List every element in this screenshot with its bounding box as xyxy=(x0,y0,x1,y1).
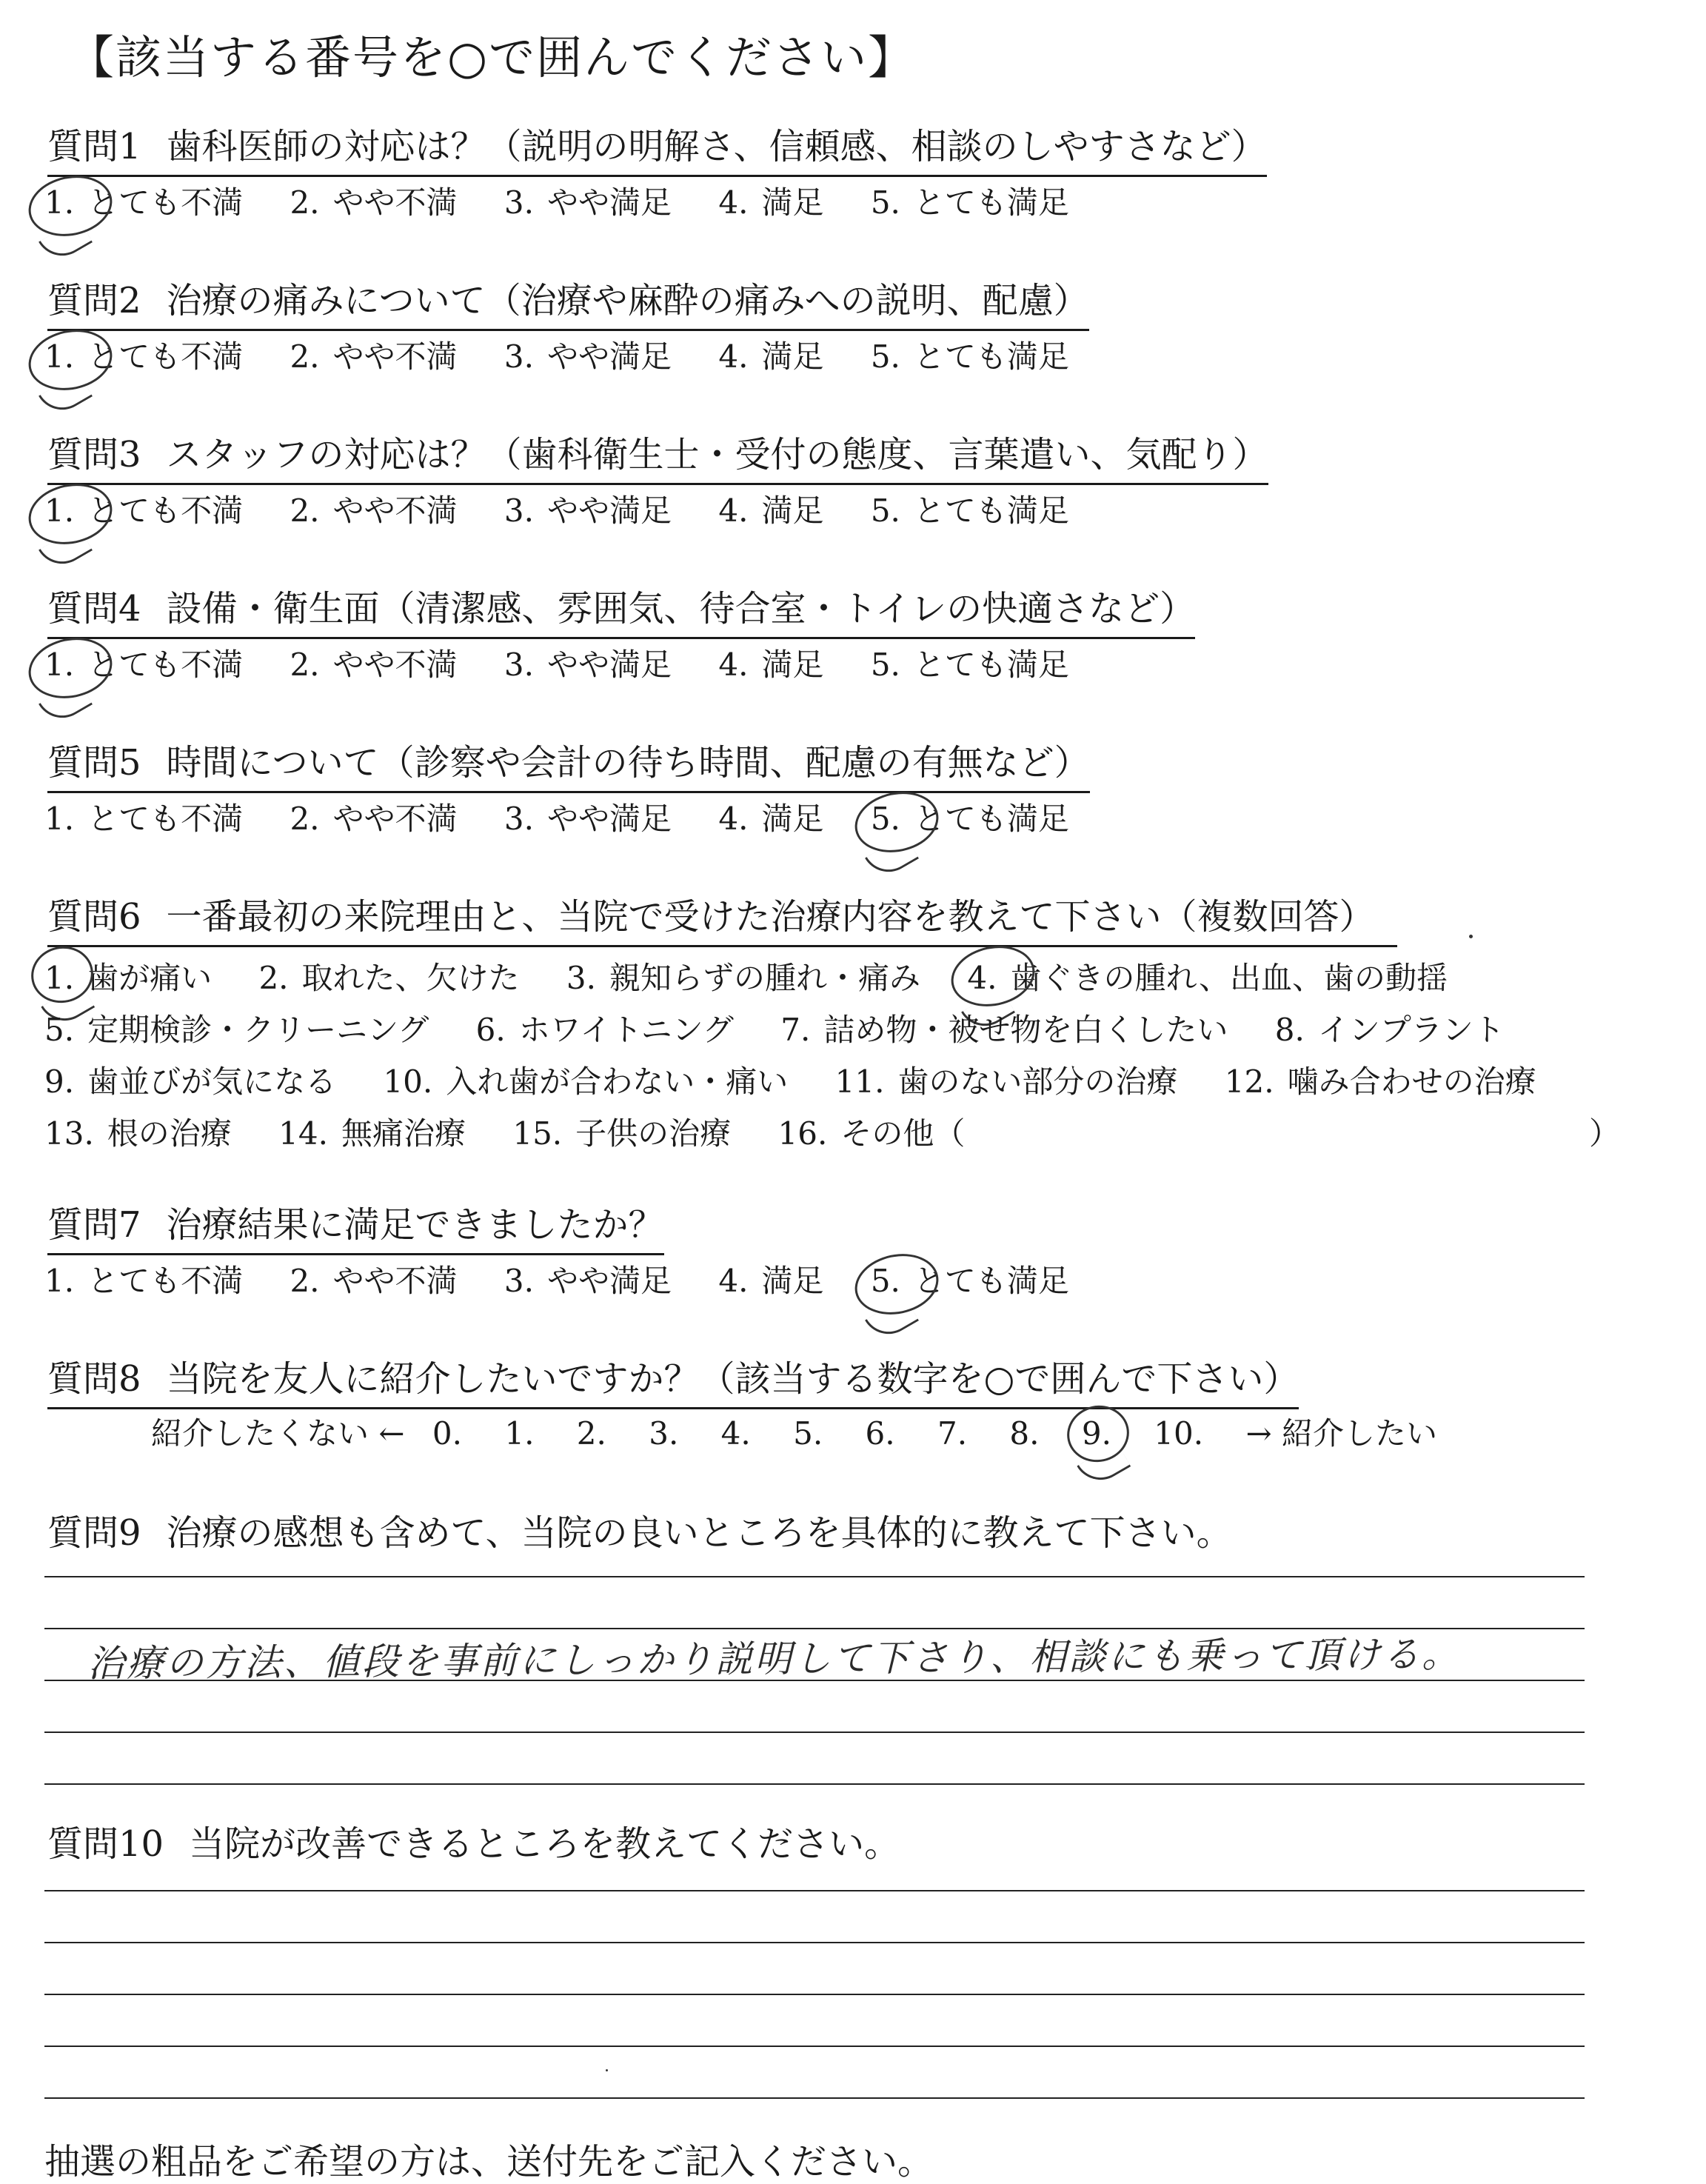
question-title xyxy=(47,124,1267,177)
answer-line xyxy=(44,1783,1585,1785)
rating-option-5[interactable]: 5. とても満足 xyxy=(870,338,1069,375)
rating-options xyxy=(44,336,1106,378)
rating-option-5[interactable]: 5. とても満足 xyxy=(871,798,1069,840)
rating-option-5[interactable]: 5. とても満足 xyxy=(871,1260,1069,1302)
question-number: 質問1 xyxy=(47,126,141,167)
question-number: 質問4 xyxy=(47,588,141,630)
question-title xyxy=(47,1203,664,1255)
question-title xyxy=(47,433,1268,485)
rating-option-5[interactable]: 5. とても満足 xyxy=(870,647,1069,683)
question-text: 設備・衛生面（清潔感、雰囲気、待合室・トイレの快適さなど） xyxy=(166,588,1196,630)
scale-value-3[interactable]: 3. xyxy=(649,1415,679,1452)
scale-value-7[interactable]: 7. xyxy=(937,1415,968,1452)
rating-option-3[interactable]: 3. やや満足 xyxy=(504,647,672,683)
rating-option-1[interactable]: 1. とても不満 xyxy=(44,182,243,224)
circle-mark-icon xyxy=(23,630,118,706)
question-title xyxy=(47,895,1397,947)
question-title xyxy=(47,1357,1299,1409)
scale-value-8[interactable]: 8. xyxy=(1009,1415,1040,1452)
scale-value-label: 9. xyxy=(1081,1415,1111,1452)
question-text: 治療の感想も含めて、当院の良いところを具体的に教えて下さい。 xyxy=(166,1512,1232,1554)
question-number: 質問7 xyxy=(47,1204,141,1246)
rating-option-1[interactable]: 1. とても不満 xyxy=(44,1263,244,1299)
circle-mark-icon xyxy=(23,168,118,244)
rating-option-2[interactable]: 2. やや不満 xyxy=(290,492,458,529)
question-number: 質問5 xyxy=(47,742,141,784)
scale-right-label: → 紹介したい xyxy=(1245,1415,1437,1452)
reason-option-9[interactable]: 9. 歯並びが気になる xyxy=(44,1063,337,1100)
circle-mark-icon xyxy=(1062,1400,1134,1468)
reason-option-12[interactable]: 12. 噛み合わせの治療 xyxy=(1224,1063,1536,1100)
reason-options xyxy=(44,952,1621,1160)
rating-option-3[interactable]: 3. やや満足 xyxy=(504,1263,672,1299)
reason-row xyxy=(44,1056,1573,1108)
reason-option-3[interactable]: 3. 親知らずの腫れ・痛み xyxy=(566,960,920,996)
rating-option-3[interactable]: 3. やや満足 xyxy=(504,801,672,837)
question-title xyxy=(47,741,1090,793)
reason-option-7[interactable]: 7. 詰め物・被せ物を白くしたい xyxy=(780,1012,1228,1048)
question-number: 質問10 xyxy=(47,1823,164,1865)
question-text: 当院を友人に紹介したいですか？（該当する数字を○で囲んで下さい） xyxy=(166,1358,1299,1400)
question-text: 治療の痛みについて（治療や麻酔の痛みへの説明、配慮） xyxy=(166,280,1089,321)
question-text: スタッフの対応は？（歯科衛生士・受付の態度、言葉遣い、気配り） xyxy=(166,434,1268,475)
question-text: 当院が改善できるところを教えてください。 xyxy=(189,1823,900,1865)
circle-mark-icon xyxy=(23,476,118,552)
question-text: 歯科医師の対応は？（説明の明解さ、信頼感、相談のしやすさなど） xyxy=(166,126,1267,167)
scale-value-5[interactable]: 5. xyxy=(793,1415,823,1452)
scale-value-6[interactable]: 6. xyxy=(865,1415,895,1452)
answer-line xyxy=(44,1731,1585,1733)
rating-option-3[interactable]: 3. やや満足 xyxy=(504,184,672,221)
reason-option-16[interactable]: 16. その他（ xyxy=(777,1115,966,1152)
rating-option-4[interactable]: 4. 満足 xyxy=(718,801,824,837)
rating-option-2[interactable]: 2. やや不満 xyxy=(290,338,458,375)
handwritten-answer[interactable]: 治療の方法、値段を事前にしっかり説明して下さり、相談にも乗って頂ける。 xyxy=(87,1632,1462,1686)
page-heading: 【該当する番号を○で囲んでください】 xyxy=(68,30,916,84)
reason-option-1[interactable]: 1. 歯が痛い xyxy=(44,952,212,1004)
reason-row xyxy=(44,1108,1621,1160)
answer-line xyxy=(44,2046,1585,2047)
rating-option-1[interactable]: 1. とても不満 xyxy=(44,644,243,686)
circle-mark-icon xyxy=(23,322,118,398)
circle-mark-icon xyxy=(946,938,1040,1014)
rating-option-4[interactable]: 4. 満足 xyxy=(718,338,824,375)
other-close-paren: ） xyxy=(1589,1115,1621,1152)
rating-option-3[interactable]: 3. やや満足 xyxy=(504,338,672,375)
recommend-scale xyxy=(151,1413,1455,1455)
footer-text: 抽選の粗品をご希望の方は、送付先をご記入ください。 xyxy=(44,2141,934,2183)
answer-line xyxy=(44,1942,1585,1943)
rating-option-1[interactable]: 1. とても不満 xyxy=(44,336,243,378)
rating-option-2[interactable]: 2. やや不満 xyxy=(290,1263,458,1299)
circle-mark-icon xyxy=(849,1246,944,1322)
question-number: 質問9 xyxy=(47,1512,141,1554)
rating-options xyxy=(44,490,1106,532)
question-title xyxy=(47,278,1089,331)
reason-option-13[interactable]: 13. 根の治療 xyxy=(44,1115,232,1152)
rating-option-1[interactable]: 1. とても不満 xyxy=(44,490,243,532)
rating-option-4[interactable]: 4. 満足 xyxy=(718,184,824,221)
answer-line xyxy=(44,1576,1585,1577)
answer-line xyxy=(44,2097,1585,2099)
answer-line xyxy=(44,1994,1585,1995)
question-title xyxy=(47,1511,1232,1561)
rating-option-3[interactable]: 3. やや満足 xyxy=(504,492,672,529)
reason-option-4[interactable]: 4. 歯ぐきの腫れ、出血、歯の動揺 xyxy=(967,952,1448,1004)
rating-option-2[interactable]: 2. やや不満 xyxy=(290,801,458,837)
rating-option-1[interactable]: 1. とても不満 xyxy=(44,801,244,837)
question-title xyxy=(47,587,1195,639)
circle-mark-icon xyxy=(849,784,944,860)
reason-option-10[interactable]: 10. 入れ歯が合わない・痛い xyxy=(383,1063,789,1100)
stray-dot xyxy=(1469,935,1473,938)
question-text: 時間について（診察や会計の待ち時間、配慮の有無など） xyxy=(166,742,1090,784)
reason-option-14[interactable]: 14. 無痛治療 xyxy=(278,1115,466,1152)
reason-row xyxy=(44,1004,1573,1056)
question-number: 質問8 xyxy=(47,1358,141,1400)
answer-line xyxy=(44,1890,1585,1891)
scale-value-2[interactable]: 2. xyxy=(576,1415,606,1452)
scale-left-label: 紹介したくない ← xyxy=(151,1415,405,1452)
rating-option-4[interactable]: 4. 満足 xyxy=(718,1263,824,1299)
rating-option-5[interactable]: 5. とても満足 xyxy=(870,492,1069,529)
reason-option-8[interactable]: 8. インプラント xyxy=(1274,1012,1505,1048)
rating-options xyxy=(44,1260,1106,1302)
reason-option-6[interactable]: 6. ホワイトニング xyxy=(475,1012,734,1048)
scale-value-10[interactable]: 10. xyxy=(1154,1415,1204,1452)
rating-option-4[interactable]: 4. 満足 xyxy=(718,492,824,529)
rating-option-2[interactable]: 2. やや不満 xyxy=(290,647,458,683)
question-title xyxy=(47,1822,900,1872)
scale-value-0[interactable]: 0. xyxy=(432,1415,462,1452)
question-number: 質問6 xyxy=(47,896,141,938)
rating-options xyxy=(44,798,1106,840)
reason-option-15[interactable]: 15. 子供の治療 xyxy=(512,1115,732,1152)
scale-value-1[interactable]: 1. xyxy=(504,1415,535,1452)
rating-options xyxy=(44,182,1106,224)
rating-options xyxy=(44,644,1106,686)
question-number: 質問3 xyxy=(47,434,141,475)
rating-option-2[interactable]: 2. やや不満 xyxy=(290,184,458,221)
rating-option-4[interactable]: 4. 満足 xyxy=(718,647,824,683)
reason-row xyxy=(44,952,1573,1004)
stray-dot xyxy=(606,2069,608,2071)
reason-option-11[interactable]: 11. 歯のない部分の治療 xyxy=(834,1063,1178,1100)
question-number: 質問2 xyxy=(47,280,141,321)
question-text: 治療結果に満足できましたか？ xyxy=(166,1204,664,1246)
reason-option-5[interactable]: 5. 定期検診・クリーニング xyxy=(44,1012,429,1048)
scale-value-4[interactable]: 4. xyxy=(720,1415,751,1452)
rating-option-5[interactable]: 5. とても満足 xyxy=(870,184,1069,221)
circle-mark-icon xyxy=(26,941,98,1009)
question-text: 一番最初の来院理由と、当院で受けた治療内容を教えて下さい（複数回答） xyxy=(166,896,1375,938)
scale-value-9[interactable] xyxy=(1082,1413,1111,1455)
reason-option-2[interactable]: 2. 取れた、欠けた xyxy=(258,960,520,996)
